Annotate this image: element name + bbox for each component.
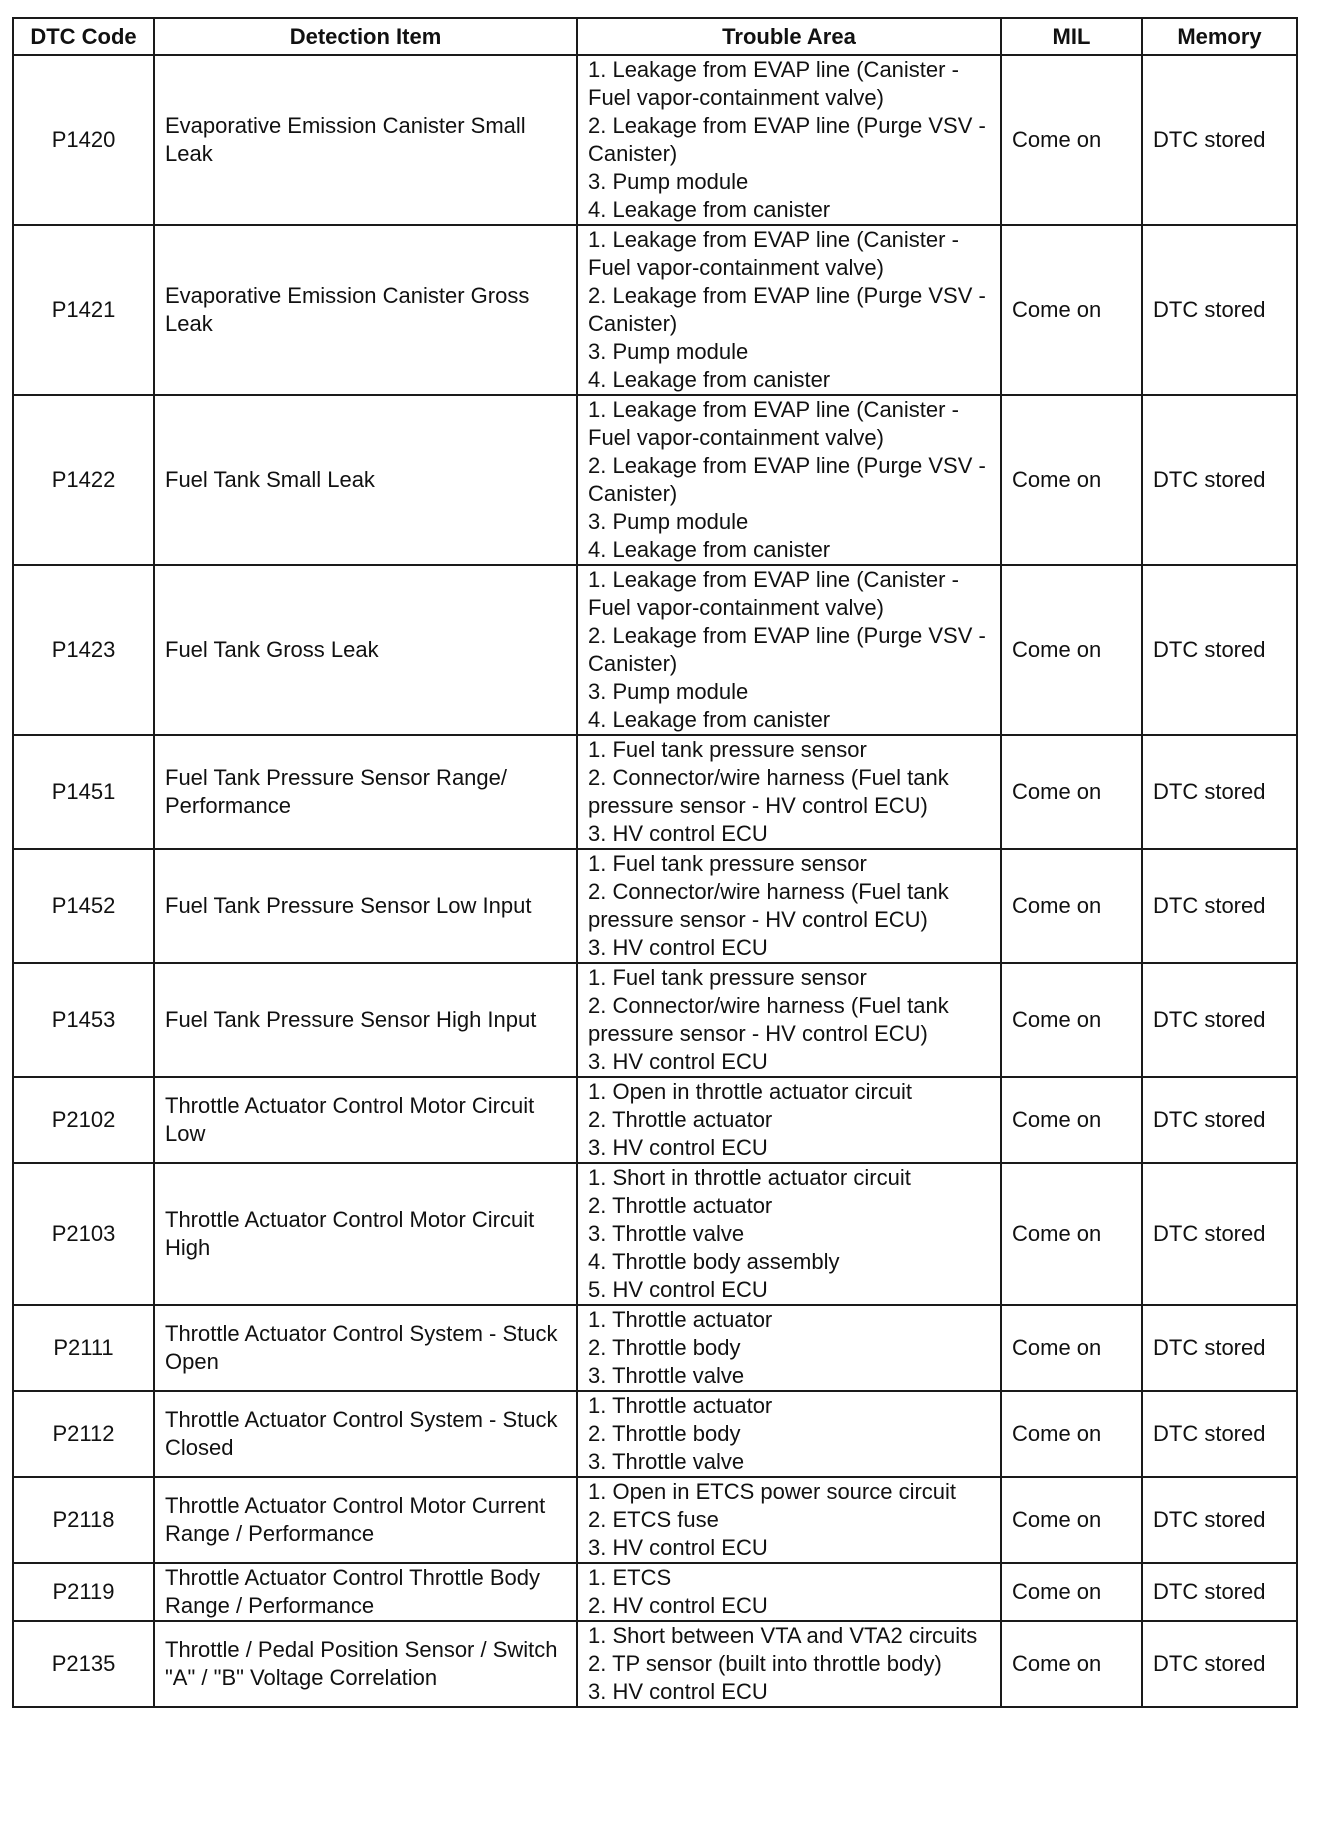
mil-cell: Come on — [1001, 1621, 1142, 1707]
trouble-area-line: 4. Leakage from canister — [588, 367, 831, 392]
trouble-area-line: 1. Fuel tank pressure sensor — [588, 965, 867, 990]
dtc-code-cell: P2111 — [13, 1305, 154, 1391]
dtc-code-cell: P1420 — [13, 55, 154, 225]
trouble-area-line: 4. Leakage from canister — [588, 707, 831, 732]
trouble-area-line: 4. Throttle body assembly — [588, 1249, 840, 1274]
dtc-code-cell: P1421 — [13, 225, 154, 395]
header-row — [13, 18, 1297, 55]
trouble-area-cell — [577, 1563, 1001, 1621]
trouble-area-line: 2. Connector/wire harness (Fuel tank pressure sensor - HV control ECU) — [588, 879, 949, 932]
trouble-area-line: 3. HV control ECU — [588, 1679, 768, 1704]
detection-item-cell: Evaporative Emission Canister Small Leak — [154, 55, 577, 225]
table-row — [13, 1163, 1297, 1305]
table-row — [13, 55, 1297, 225]
trouble-area-line: 2. Throttle body — [588, 1335, 741, 1360]
table-row — [13, 1621, 1297, 1707]
memory-cell: DTC stored — [1142, 55, 1297, 225]
dtc-code-cell: P2118 — [13, 1477, 154, 1563]
trouble-area-line: 1. Throttle actuator — [588, 1393, 773, 1418]
memory-cell: DTC stored — [1142, 565, 1297, 735]
dtc-code-cell: P1423 — [13, 565, 154, 735]
memory-cell: DTC stored — [1142, 395, 1297, 565]
trouble-area-line: 2. Connector/wire harness (Fuel tank pressure sensor - HV control ECU) — [588, 993, 949, 1046]
detection-item-cell: Throttle / Pedal Position Sensor / Switch "A" / "B" Voltage Correlation — [154, 1621, 577, 1707]
table-row — [13, 395, 1297, 565]
trouble-area-cell — [577, 1163, 1001, 1305]
trouble-area-line: 1. Open in ETCS power source circuit — [588, 1479, 957, 1504]
mil-cell: Come on — [1001, 55, 1142, 225]
dtc-code-cell: P1452 — [13, 849, 154, 963]
dtc-code-cell: P2102 — [13, 1077, 154, 1163]
trouble-area-line: 3. Throttle valve — [588, 1449, 745, 1474]
dtc-table — [12, 17, 1298, 1708]
header-trouble-area: Trouble Area — [577, 18, 1001, 55]
trouble-area-line: 1. Leakage from EVAP line (Canister - Fuel vapor-containment valve) — [588, 57, 959, 110]
trouble-area-line: 1. Fuel tank pressure sensor — [588, 851, 867, 876]
mil-cell: Come on — [1001, 1305, 1142, 1391]
trouble-area-line: 3. HV control ECU — [588, 1049, 768, 1074]
table-row — [13, 963, 1297, 1077]
mil-cell: Come on — [1001, 1391, 1142, 1477]
trouble-area-line: 2. Leakage from EVAP line (Purge VSV - Canister) — [588, 453, 986, 506]
trouble-area-cell — [577, 1077, 1001, 1163]
mil-cell: Come on — [1001, 225, 1142, 395]
memory-cell: DTC stored — [1142, 735, 1297, 849]
detection-item-cell: Fuel Tank Gross Leak — [154, 565, 577, 735]
memory-cell: DTC stored — [1142, 1563, 1297, 1621]
memory-cell: DTC stored — [1142, 1163, 1297, 1305]
mil-cell: Come on — [1001, 735, 1142, 849]
trouble-area-line: 3. HV control ECU — [588, 821, 768, 846]
trouble-area-line: 2. Leakage from EVAP line (Purge VSV - Canister) — [588, 113, 986, 166]
trouble-area-line: 2. Leakage from EVAP line (Purge VSV - Canister) — [588, 283, 986, 336]
trouble-area-line: 5. HV control ECU — [588, 1277, 768, 1302]
memory-cell: DTC stored — [1142, 1077, 1297, 1163]
detection-item-cell: Throttle Actuator Control Motor Circuit High — [154, 1163, 577, 1305]
trouble-area-line: 1. ETCS — [588, 1565, 672, 1590]
trouble-area-cell — [577, 849, 1001, 963]
table-row — [13, 1305, 1297, 1391]
detection-item-cell: Evaporative Emission Canister Gross Leak — [154, 225, 577, 395]
trouble-area-cell — [577, 55, 1001, 225]
mil-cell: Come on — [1001, 1163, 1142, 1305]
trouble-area-cell — [577, 1477, 1001, 1563]
trouble-area-cell — [577, 225, 1001, 395]
table-row — [13, 1563, 1297, 1621]
table-body — [13, 55, 1297, 1707]
trouble-area-line: 3. Throttle valve — [588, 1221, 745, 1246]
trouble-area-line: 1. Throttle actuator — [588, 1307, 773, 1332]
dtc-code-cell: P2119 — [13, 1563, 154, 1621]
trouble-area-cell — [577, 1391, 1001, 1477]
detection-item-cell: Throttle Actuator Control System - Stuck Closed — [154, 1391, 577, 1477]
mil-cell: Come on — [1001, 1563, 1142, 1621]
dtc-code-cell: P2135 — [13, 1621, 154, 1707]
dtc-code-cell: P1453 — [13, 963, 154, 1077]
mil-cell: Come on — [1001, 963, 1142, 1077]
detection-item-cell: Fuel Tank Small Leak — [154, 395, 577, 565]
trouble-area-line: 1. Leakage from EVAP line (Canister - Fuel vapor-containment valve) — [588, 567, 959, 620]
trouble-area-cell — [577, 565, 1001, 735]
trouble-area-line: 1. Leakage from EVAP line (Canister - Fuel vapor-containment valve) — [588, 397, 959, 450]
memory-cell: DTC stored — [1142, 1305, 1297, 1391]
detection-item-cell: Throttle Actuator Control Motor Circuit Low — [154, 1077, 577, 1163]
trouble-area-line: 3. HV control ECU — [588, 1135, 768, 1160]
table-row — [13, 565, 1297, 735]
dtc-code-cell: P1451 — [13, 735, 154, 849]
mil-cell: Come on — [1001, 849, 1142, 963]
trouble-area-line: 2. Throttle actuator — [588, 1107, 773, 1132]
trouble-area-line: 2. Throttle actuator — [588, 1193, 773, 1218]
trouble-area-cell — [577, 1621, 1001, 1707]
memory-cell: DTC stored — [1142, 1477, 1297, 1563]
table-row — [13, 225, 1297, 395]
memory-cell: DTC stored — [1142, 849, 1297, 963]
trouble-area-line: 3. Pump module — [588, 509, 749, 534]
detection-item-cell: Fuel Tank Pressure Sensor High Input — [154, 963, 577, 1077]
detection-item-cell: Fuel Tank Pressure Sensor Range/ Performance — [154, 735, 577, 849]
detection-item-cell: Throttle Actuator Control Throttle Body Range / Performance — [154, 1563, 577, 1621]
trouble-area-line: 3. Pump module — [588, 169, 749, 194]
trouble-area-line: 2. TP sensor (built into throttle body) — [588, 1651, 942, 1676]
memory-cell: DTC stored — [1142, 963, 1297, 1077]
dtc-code-cell: P2112 — [13, 1391, 154, 1477]
table-header — [13, 18, 1297, 55]
trouble-area-line: 2. Throttle body — [588, 1421, 741, 1446]
header-dtc-code: DTC Code — [13, 18, 154, 55]
trouble-area-line: 2. Leakage from EVAP line (Purge VSV - Canister) — [588, 623, 986, 676]
dtc-code-cell: P1422 — [13, 395, 154, 565]
trouble-area-cell — [577, 735, 1001, 849]
trouble-area-line: 3. HV control ECU — [588, 1535, 768, 1560]
mil-cell: Come on — [1001, 1477, 1142, 1563]
dtc-code-cell: P2103 — [13, 1163, 154, 1305]
mil-cell: Come on — [1001, 565, 1142, 735]
trouble-area-line: 4. Leakage from canister — [588, 197, 831, 222]
trouble-area-line: 3. Pump module — [588, 339, 749, 364]
trouble-area-line: 3. Throttle valve — [588, 1363, 745, 1388]
trouble-area-line: 1. Open in throttle actuator circuit — [588, 1079, 913, 1104]
table-row — [13, 849, 1297, 963]
table-row — [13, 1391, 1297, 1477]
trouble-area-cell — [577, 395, 1001, 565]
memory-cell: DTC stored — [1142, 1621, 1297, 1707]
header-detection-item: Detection Item — [154, 18, 577, 55]
trouble-area-line: 3. Pump module — [588, 679, 749, 704]
trouble-area-line: 2. HV control ECU — [588, 1593, 768, 1618]
trouble-area-line: 1. Short in throttle actuator circuit — [588, 1165, 911, 1190]
table-row — [13, 1077, 1297, 1163]
trouble-area-line: 3. HV control ECU — [588, 935, 768, 960]
mil-cell: Come on — [1001, 1077, 1142, 1163]
table-row — [13, 1477, 1297, 1563]
trouble-area-line: 1. Short between VTA and VTA2 circuits — [588, 1623, 978, 1648]
memory-cell: DTC stored — [1142, 1391, 1297, 1477]
trouble-area-line: 1. Fuel tank pressure sensor — [588, 737, 867, 762]
detection-item-cell: Throttle Actuator Control System - Stuck Open — [154, 1305, 577, 1391]
header-memory: Memory — [1142, 18, 1297, 55]
trouble-area-cell — [577, 963, 1001, 1077]
header-mil: MIL — [1001, 18, 1142, 55]
detection-item-cell: Fuel Tank Pressure Sensor Low Input — [154, 849, 577, 963]
detection-item-cell: Throttle Actuator Control Motor Current Range / Performance — [154, 1477, 577, 1563]
table-row — [13, 735, 1297, 849]
mil-cell: Come on — [1001, 395, 1142, 565]
trouble-area-line: 2. ETCS fuse — [588, 1507, 719, 1532]
trouble-area-line: 1. Leakage from EVAP line (Canister - Fuel vapor-containment valve) — [588, 227, 959, 280]
memory-cell: DTC stored — [1142, 225, 1297, 395]
trouble-area-line: 2. Connector/wire harness (Fuel tank pressure sensor - HV control ECU) — [588, 765, 949, 818]
trouble-area-line: 4. Leakage from canister — [588, 537, 831, 562]
trouble-area-cell — [577, 1305, 1001, 1391]
